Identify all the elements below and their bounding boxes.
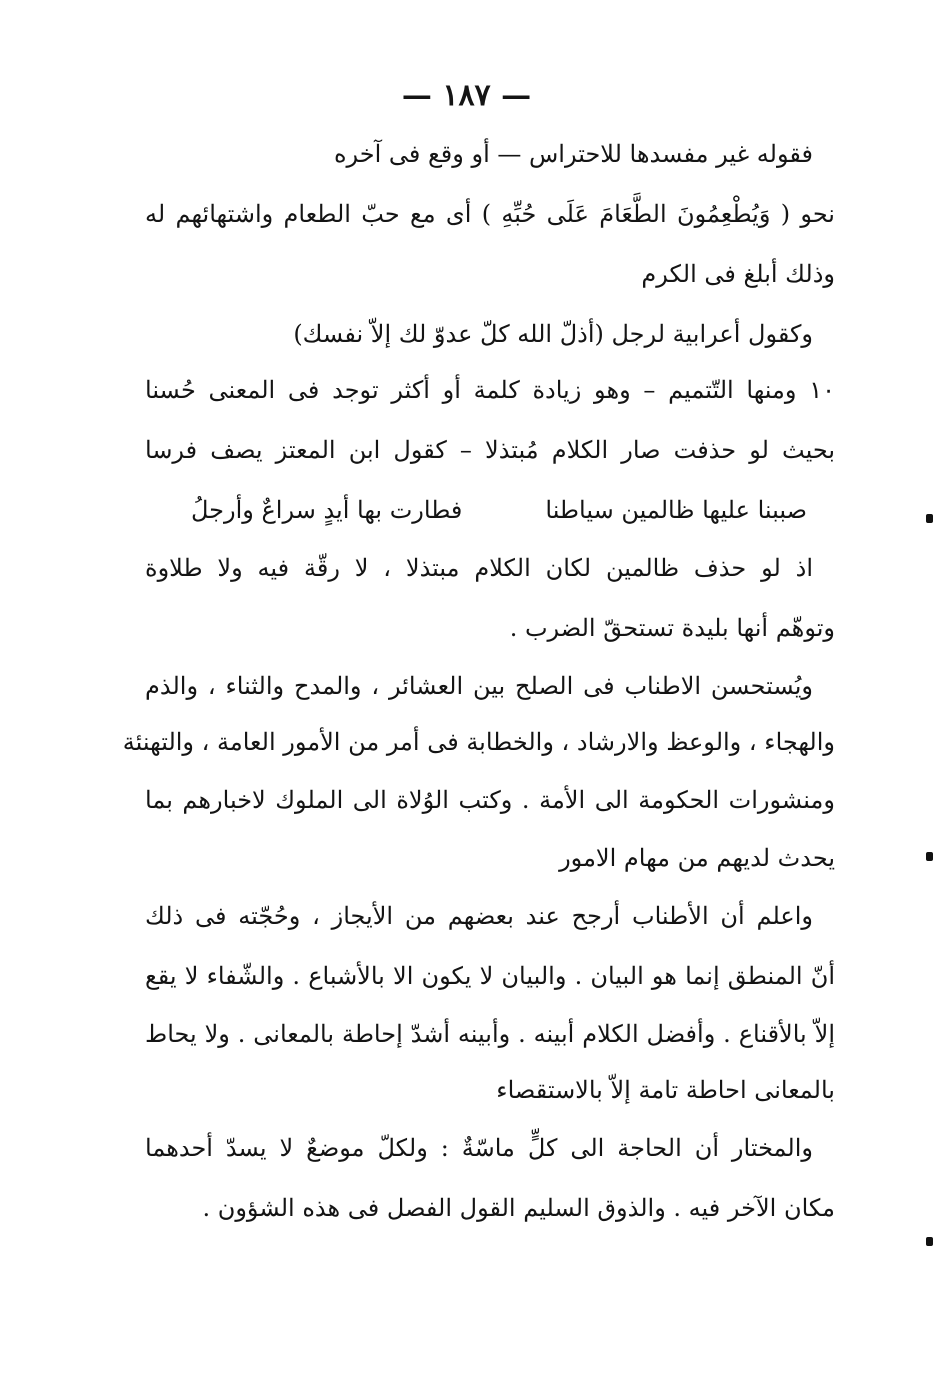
text-line: واعلم أن الأطناب أرجح عند بعضهم من الأيجاز ، وحُجّته فى ذلك bbox=[145, 902, 813, 930]
text-line: ويُستحسن الاطناب فى الصلح بين العشائر ، والمدح والثناء ، والذم bbox=[145, 672, 813, 700]
text-line: اذ لو حذف ظالمين لكان الكلام مبتذلا ، لا رقّة فيه ولا طلاوة bbox=[145, 554, 813, 582]
text-line: نحو ( وَيُطْعِمُونَ الطَّعَامَ عَلَى حُبِّهِ ) أى مع حبّ الطعام واشتهائهم له bbox=[145, 200, 835, 228]
margin-mark bbox=[926, 514, 933, 523]
poem-verse bbox=[155, 490, 835, 530]
verse-first-hemistich: صببنا عليها ظالمين سياطنا bbox=[545, 496, 807, 524]
margin-mark bbox=[926, 852, 933, 861]
margin-mark bbox=[926, 1237, 933, 1246]
text-line: بالمعانى احاطة تامة إلاّ بالاستقصاء bbox=[496, 1076, 835, 1104]
text-line: فقوله غير مفسدها للاحتراس — أو وقع فى آخره bbox=[333, 140, 813, 168]
text-line: إلاّ بالأقناع . وأفضل الكلام أبينه . وأبينه أشدّ إحاطة بالمعانى . ولا يحاط bbox=[145, 1020, 836, 1048]
page-text bbox=[122, 0, 836, 1382]
text-line: يحدث لديهم من مهام الامور bbox=[559, 844, 835, 872]
text-line: ١٠ ومنها التّتميم – وهو زيادة كلمة أو أكثر توجد فى المعنى حُسنا bbox=[145, 376, 835, 404]
verse-second-hemistich: فطارت بها أيدٍ سراعٌ وأرجلُ bbox=[191, 496, 463, 524]
text-line: وتوهّم أنها بليدة تستحقّ الضرب . bbox=[509, 614, 835, 642]
text-line: ومنشورات الحكومة الى الأمة . وكتب الوُلاة الى الملوك لاخبارهم بما bbox=[145, 786, 835, 814]
text-line: أنّ المنطق إنما هو البيان . والبيان لا يكون الا بالأشباع . والشّفاء لا يقع bbox=[145, 962, 835, 990]
text-line: والهجاء ، والوعظ والارشاد ، والخطابة فى أمر من الأمور العامة ، والتهنئة bbox=[122, 728, 835, 756]
text-line: وكقول أعرابية لرجل (أذلّ الله كلّ عدوّ لك إلاّ نفسك) bbox=[293, 320, 813, 348]
text-line: وذلك أبلغ فى الكرم bbox=[641, 260, 835, 288]
text-line: والمختار أن الحاجة الى كلٍّ ماسّةٌ : ولكلّ موضعٌ لا يسدّ أحدهما bbox=[145, 1134, 813, 1162]
text-line: بحيث لو حذفت صار الكلام مُبتذلا – كقول ابن المعتز يصف فرسا bbox=[145, 436, 835, 464]
page-number: — ١٨٧ — bbox=[401, 78, 532, 113]
text-line: مكان الآخر فيه . والذوق السليم القول الفصل فى هذه الشؤون . bbox=[202, 1194, 835, 1222]
